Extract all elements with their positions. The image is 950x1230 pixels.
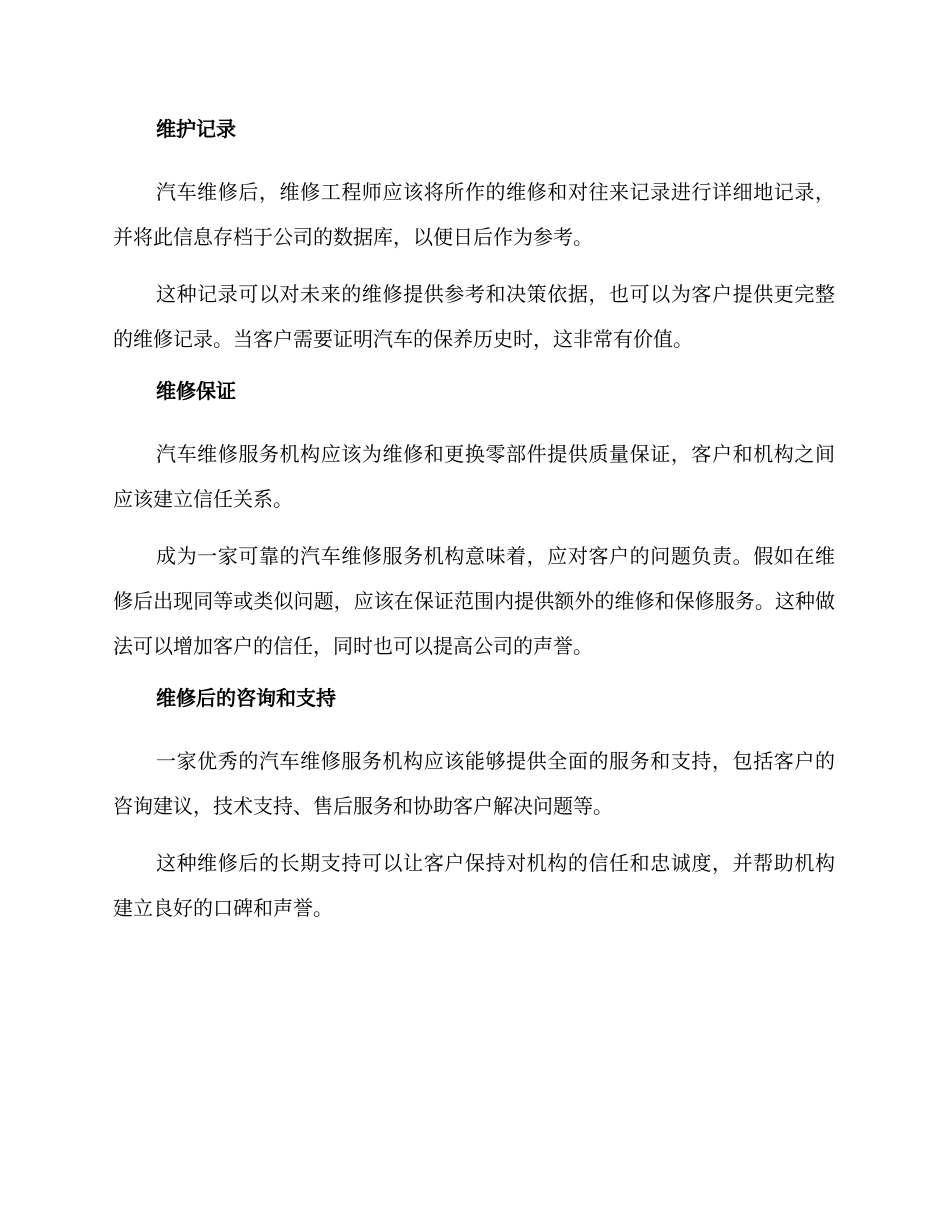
paragraph: 一家优秀的汽车维修服务机构应该能够提供全面的服务和支持，包括客户的咨询建议，技术支持、售后服务和协助客户解决问题等。	[113, 749, 835, 818]
section-post-repair-support	[113, 681, 835, 931]
paragraph: 汽车维修服务机构应该为维修和更换零部件提供质量保证，客户和机构之间应该建立信任关系。	[113, 442, 835, 511]
paragraph: 汽车维修后，维修工程师应该将所作的维修和对往来记录进行详细地记录，并将此信息存档于公司的数据库，以便日后作为参考。	[113, 180, 835, 249]
section-heading: 维修后的咨询和支持	[156, 686, 336, 710]
paragraph: 这种维修后的长期支持可以让客户保持对机构的信任和忠诚度，并帮助机构建立良好的口碑和声誉。	[113, 851, 835, 920]
section-heading: 维护记录	[156, 117, 236, 141]
section-repair-guarantee	[113, 374, 835, 669]
section-maintenance-records	[113, 112, 835, 362]
document-page	[113, 112, 835, 943]
paragraph: 成为一家可靠的汽车维修服务机构意味着，应对客户的问题负责。假如在维修后出现同等或类似问题，应该在保证范围内提供额外的维修和保修服务。这种做法可以增加客户的信任，同时也可以提高公司的声誉。	[113, 544, 835, 658]
section-heading: 维修保证	[156, 379, 236, 403]
paragraph: 这种记录可以对未来的维修提供参考和决策依据，也可以为客户提供更完整的维修记录。当客户需要证明汽车的保养历史时，这非常有价值。	[113, 282, 835, 351]
